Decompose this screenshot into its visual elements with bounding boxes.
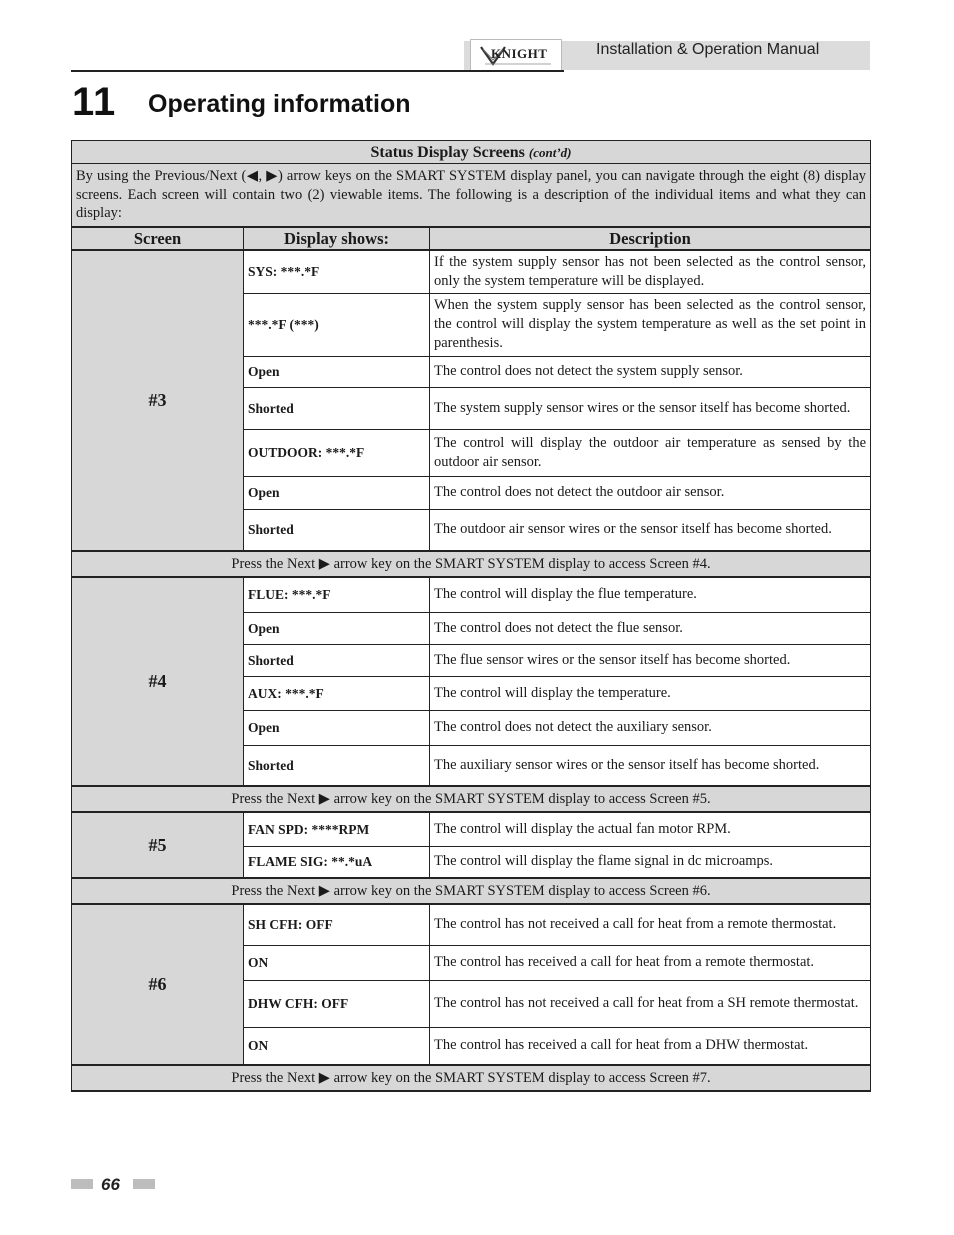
display-value: FLUE: ***.*F — [244, 577, 430, 612]
table-row — [72, 904, 871, 945]
description: The control will display the outdoor air temperature as sensed by the outdoor air sensor. — [430, 429, 871, 476]
display-value: ON — [244, 945, 430, 980]
display-value: ON — [244, 1027, 430, 1065]
display-value: Shorted — [244, 644, 430, 676]
description: The auxiliary sensor wires or the sensor itself has become shorted. — [430, 745, 871, 786]
status-display-table — [71, 140, 871, 1092]
column-header-screen: Screen — [72, 227, 244, 250]
description: When the system supply sensor has been selected as the control sensor, the control will display the system temperature as well as the set point in parenthesis. — [430, 293, 871, 356]
footer-bar-right — [133, 1179, 155, 1189]
next-screen-note: Press the Next ▶ arrow key on the SMART SYSTEM display to access Screen #5. — [72, 786, 871, 812]
display-value: SYS: ***.*F — [244, 250, 430, 294]
screen-label: #6 — [72, 904, 244, 1065]
display-value: OUTDOOR: ***.*F — [244, 429, 430, 476]
next-screen-note-row — [72, 1065, 871, 1091]
table-title-suffix: (cont’d) — [528, 144, 572, 160]
table-title-row — [72, 141, 871, 164]
next-screen-note-row — [72, 878, 871, 904]
table-row — [72, 250, 871, 294]
description: The control does not detect the outdoor air sensor. — [430, 476, 871, 509]
display-value: AUX: ***.*F — [244, 676, 430, 710]
description: The control will display the flue temperature. — [430, 577, 871, 612]
description: The system supply sensor wires or the sensor itself has become shorted. — [430, 387, 871, 429]
table-header-row — [72, 227, 871, 250]
display-value: Open — [244, 476, 430, 509]
table-intro: By using the Previous/Next (◀, ▶) arrow keys on the SMART SYSTEM display panel, you can navigate through the eight (8) display screens. Each screen will contain two (2) viewable items. The following is a description of the individual items and what they can display: — [72, 164, 871, 227]
description: The control has not received a call for heat from a SH remote thermostat. — [430, 980, 871, 1027]
chapter-number: 11 — [72, 80, 117, 124]
display-value: DHW CFH: OFF — [244, 980, 430, 1027]
chapter-title: Operating information — [148, 90, 411, 118]
display-value: FAN SPD: ****RPM — [244, 812, 430, 846]
display-value: Open — [244, 356, 430, 387]
display-value: ***.*F (***) — [244, 293, 430, 356]
next-screen-note: Press the Next ▶ arrow key on the SMART SYSTEM display to access Screen #4. — [72, 551, 871, 577]
description: The flue sensor wires or the sensor itself has become shorted. — [430, 644, 871, 676]
next-screen-note: Press the Next ▶ arrow key on the SMART SYSTEM display to access Screen #7. — [72, 1065, 871, 1091]
description: The control has received a call for heat from a remote thermostat. — [430, 945, 871, 980]
column-header-display: Display shows: — [244, 227, 430, 250]
description: The control has not received a call for heat from a remote thermostat. — [430, 904, 871, 945]
table-row — [72, 812, 871, 846]
page-number: 66 — [101, 1175, 120, 1194]
status-display-table-wrap — [71, 140, 870, 1092]
description: The control will display the temperature. — [430, 676, 871, 710]
description: The control will display the actual fan motor RPM. — [430, 812, 871, 846]
table-row — [72, 577, 871, 612]
knight-logo — [470, 39, 562, 70]
svg-text:KNIGHT: KNIGHT — [491, 46, 548, 61]
screen-label: #4 — [72, 577, 244, 786]
description: The control does not detect the flue sensor. — [430, 612, 871, 644]
display-value: Shorted — [244, 745, 430, 786]
table-title-text: Status Display Screens — [370, 143, 525, 161]
display-value: SH CFH: OFF — [244, 904, 430, 945]
description: The control will display the flame signal in dc microamps. — [430, 846, 871, 878]
description: If the system supply sensor has not been selected as the control sensor, only the system temperature will be displayed. — [430, 250, 871, 294]
next-screen-note-row — [72, 786, 871, 812]
column-header-description: Description — [430, 227, 871, 250]
description: The control has received a call for heat from a DHW thermostat. — [430, 1027, 871, 1065]
display-value: Shorted — [244, 509, 430, 551]
description: The outdoor air sensor wires or the sensor itself has become shorted. — [430, 509, 871, 551]
screen-label: #5 — [72, 812, 244, 878]
footer-bar-left — [71, 1179, 93, 1189]
display-value: Shorted — [244, 387, 430, 429]
next-screen-note: Press the Next ▶ arrow key on the SMART SYSTEM display to access Screen #6. — [72, 878, 871, 904]
header-rule — [71, 70, 564, 72]
table-intro-row — [72, 164, 871, 227]
table-title — [72, 141, 871, 164]
display-value: FLAME SIG: **.*uA — [244, 846, 430, 878]
display-value: Open — [244, 710, 430, 745]
display-value: Open — [244, 612, 430, 644]
next-screen-note-row — [72, 551, 871, 577]
description: The control does not detect the system supply sensor. — [430, 356, 871, 387]
description: The control does not detect the auxiliary sensor. — [430, 710, 871, 745]
manual-title: Installation & Operation Manual — [596, 41, 820, 58]
screen-label: #3 — [72, 250, 244, 552]
